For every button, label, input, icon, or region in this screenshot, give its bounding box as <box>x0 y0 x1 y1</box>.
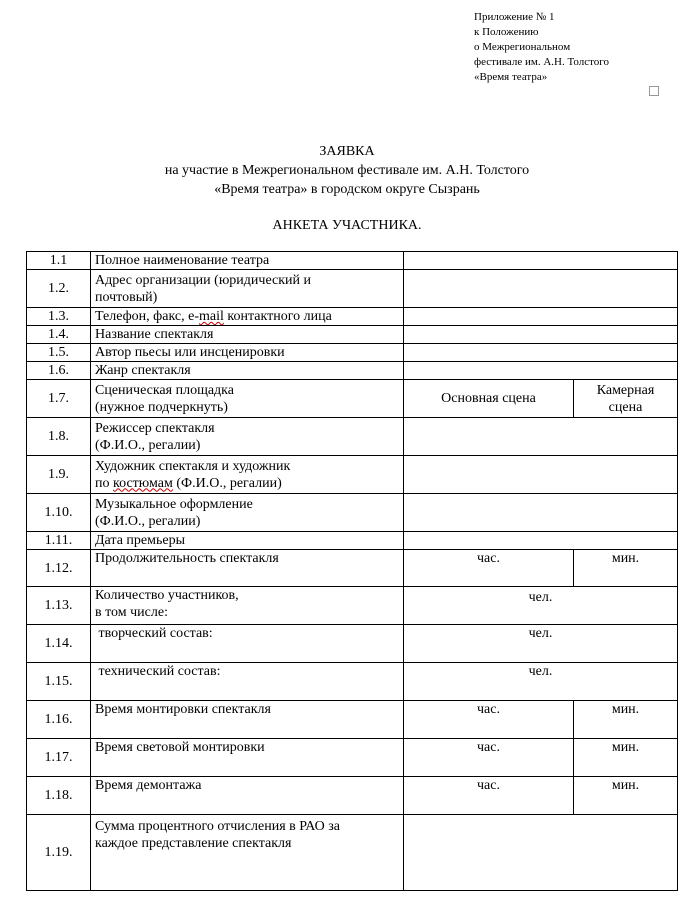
row-label: Жанр спектакля <box>91 362 404 380</box>
doc-title: ЗАЯВКА <box>319 144 375 159</box>
minutes-cell[interactable]: мин. <box>574 550 678 587</box>
row-number: 1.19. <box>27 815 91 891</box>
row-number: 1.8. <box>27 418 91 456</box>
answer-cell[interactable] <box>404 344 678 362</box>
table-row <box>27 550 678 587</box>
row-number: 1.5. <box>27 344 91 362</box>
table-row <box>27 494 678 532</box>
row-label: Продолжительность спектакля <box>91 550 404 587</box>
row-label: Адрес организации (юридический и почтовый) <box>91 270 404 308</box>
doc-subtitle-2: «Время театра» в городском округе Сызрань <box>214 182 480 197</box>
people-count-cell[interactable]: чел. <box>404 587 678 625</box>
table-row <box>27 418 678 456</box>
row-number: 1.14. <box>27 625 91 663</box>
answer-cell[interactable] <box>404 494 678 532</box>
answer-cell[interactable] <box>404 308 678 326</box>
table-row <box>27 270 678 308</box>
table-row <box>27 815 678 891</box>
row-number: 1.2. <box>27 270 91 308</box>
table-row <box>27 739 678 777</box>
annex-note <box>474 10 684 85</box>
stage-option-chamber[interactable]: Камерная сцена <box>574 380 678 418</box>
row-number: 1.6. <box>27 362 91 380</box>
table-row <box>27 456 678 494</box>
table-row <box>27 344 678 362</box>
table-row <box>27 308 678 326</box>
row-number: 1.4. <box>27 326 91 344</box>
row-label: Сценическая площадка (нужное подчеркнуть) <box>91 380 404 418</box>
row-label: Автор пьесы или инсценировки <box>91 344 404 362</box>
row-label: Время световой монтировки <box>91 739 404 777</box>
hours-cell[interactable]: час. <box>404 701 574 739</box>
table-row <box>27 625 678 663</box>
row-number: 1.18. <box>27 777 91 815</box>
form-title: АНКЕТА УЧАСТНИКА. <box>272 218 422 233</box>
row-number: 1.16. <box>27 701 91 739</box>
answer-cell[interactable] <box>404 532 678 550</box>
answer-cell[interactable] <box>404 456 678 494</box>
table-row <box>27 777 678 815</box>
row-label: технический состав: <box>91 663 404 701</box>
answer-cell[interactable] <box>404 362 678 380</box>
answer-cell[interactable] <box>404 326 678 344</box>
row-number: 1.13. <box>27 587 91 625</box>
minutes-cell[interactable]: мин. <box>574 777 678 815</box>
row-number: 1.12. <box>27 550 91 587</box>
answer-cell[interactable] <box>404 252 678 270</box>
doc-subtitle-1: на участие в Межрегиональном фестивале им. А.Н. Толстого <box>164 163 530 178</box>
row-number: 1.11. <box>27 532 91 550</box>
minutes-cell[interactable]: мин. <box>574 739 678 777</box>
answer-cell[interactable] <box>404 270 678 308</box>
row-number: 1.10. <box>27 494 91 532</box>
table-row <box>27 326 678 344</box>
minutes-cell[interactable]: мин. <box>574 701 678 739</box>
row-label: Полное наименование театра <box>91 252 404 270</box>
row-number: 1.7. <box>27 380 91 418</box>
annex-line: к Положению <box>474 26 539 38</box>
row-label: творческий состав: <box>91 625 404 663</box>
annex-line: фестивале им. А.Н. Толстого <box>474 56 610 68</box>
hours-cell[interactable]: час. <box>404 777 574 815</box>
table-row <box>27 587 678 625</box>
row-label: Телефон, факс, e-mail контактного лица <box>91 308 404 326</box>
row-label: Музыкальное оформление (Ф.И.О., регалии) <box>91 494 404 532</box>
stage-option-main[interactable]: Основная сцена <box>404 380 574 418</box>
row-number: 1.15. <box>27 663 91 701</box>
application-form-table <box>26 251 678 891</box>
row-number: 1.17. <box>27 739 91 777</box>
table-row <box>27 252 678 270</box>
row-number: 1.9. <box>27 456 91 494</box>
hours-cell[interactable]: час. <box>404 739 574 777</box>
row-label: Название спектакля <box>91 326 404 344</box>
answer-cell[interactable] <box>404 815 678 891</box>
table-row <box>27 380 678 418</box>
row-label: Сумма процентного отчисления в РАО за каждое представление спектакля <box>91 815 404 891</box>
row-label: Время монтировки спектакля <box>91 701 404 739</box>
table-row <box>27 663 678 701</box>
table-row <box>27 701 678 739</box>
hours-cell[interactable]: час. <box>404 550 574 587</box>
annex-line: о Межрегиональном <box>474 41 571 53</box>
table-row <box>27 362 678 380</box>
row-label: Художник спектакля и художник по костюмам (Ф.И.О., регалии) <box>91 456 404 494</box>
row-label: Режиссер спектакля (Ф.И.О., регалии) <box>91 418 404 456</box>
people-count-cell[interactable]: чел. <box>404 625 678 663</box>
row-label: Количество участников, в том числе: <box>91 587 404 625</box>
annex-line: «Время театра» <box>474 71 548 83</box>
table-row <box>27 532 678 550</box>
row-label: Время демонтажа <box>91 777 404 815</box>
people-count-cell[interactable]: чел. <box>404 663 678 701</box>
answer-cell[interactable] <box>404 418 678 456</box>
annex-line: Приложение № 1 <box>474 11 555 23</box>
row-number: 1.1 <box>27 252 91 270</box>
row-number: 1.3. <box>27 308 91 326</box>
row-label: Дата премьеры <box>91 532 404 550</box>
anchor-marker <box>649 86 659 96</box>
